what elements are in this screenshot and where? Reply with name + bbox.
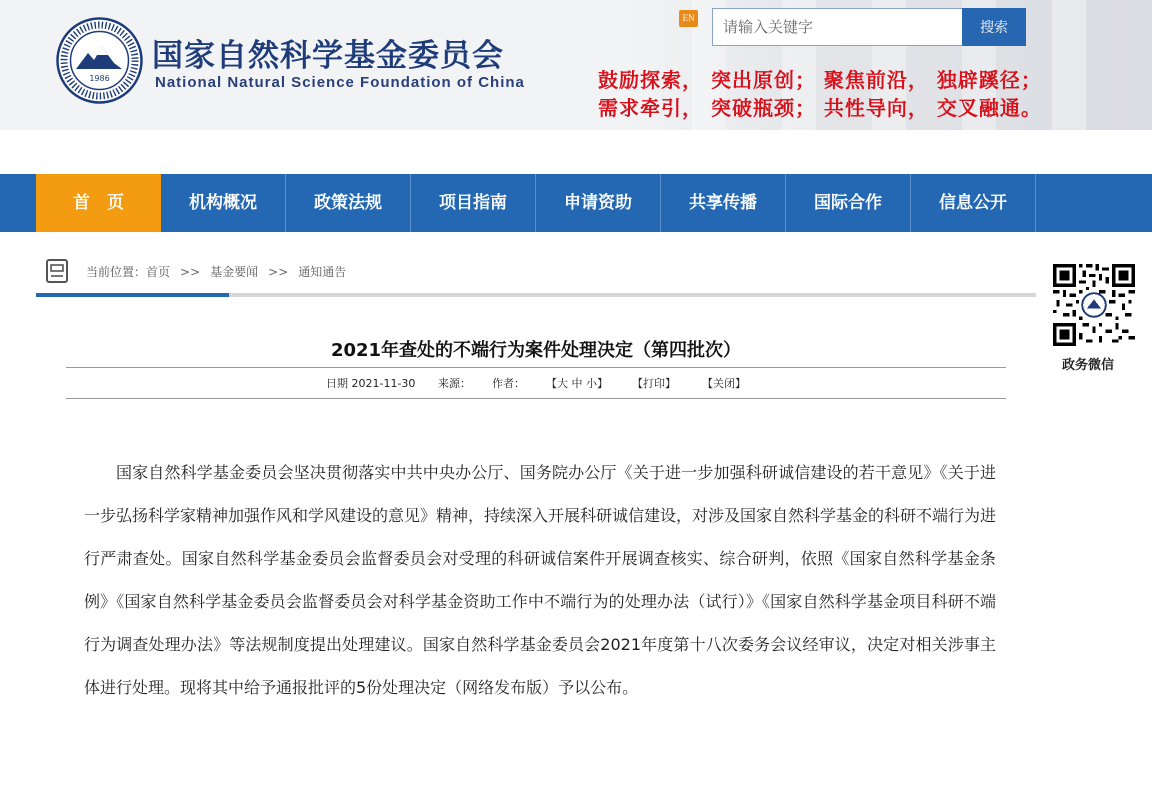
breadcrumb-separator: >> — [180, 265, 201, 279]
wechat-qr-code — [1053, 264, 1135, 346]
nav-item-international[interactable]: 国际合作 — [786, 174, 911, 232]
breadcrumb-prefix: 当前位置： — [86, 265, 147, 279]
search-button[interactable]: 搜索 — [962, 8, 1026, 46]
breadcrumb-divider — [36, 293, 1036, 297]
nav-item-policy[interactable]: 政策法规 — [286, 174, 411, 232]
breadcrumb-separator: >> — [268, 265, 289, 279]
slogan-line-2: 需求牵引， 突破瓶颈； 共性导向， 交叉融通。 — [598, 96, 1042, 120]
nav-item-guide[interactable]: 项目指南 — [411, 174, 536, 232]
site-header — [0, 0, 1152, 130]
english-version-link[interactable]: EN — [679, 10, 698, 27]
nav-item-home[interactable]: 首 页 — [36, 174, 161, 232]
meta-divider — [66, 398, 1006, 399]
nav-item-apply[interactable]: 申请资助 — [536, 174, 661, 232]
breadcrumb-fund-news[interactable]: 基金要闻 — [210, 265, 259, 279]
svg-text:1986: 1986 — [89, 74, 110, 83]
article-title: 2021年查处的不端行为案件处理决定（第四批次） — [330, 340, 742, 361]
breadcrumb — [86, 263, 346, 280]
main-nav — [0, 174, 1152, 232]
title-divider — [66, 367, 1006, 368]
article-body: 国家自然科学基金委员会坚决贯彻落实中共中央办公厅、国务院办公厅《关于进一步加强科研诚信建设的若干意见》《关于进一步弘扬科学家精神加强作风和学风建设的意见》精神，持续深入开展科研诚信建设，对涉及国家自然科学基金的科研不端行为进行严肃查处。国家自然科学基金委员会监督委员会对受理的科研诚信案件开展调查核实、综合研判，依照《国家自然科学基金条例》《国家自然科学基金委员会监督委员会对科学基金资助工作中不端行为的处理办法（试行）》《国家自然科学基金项目科研不端行为调查处理办法》等法规制度提出处理建议。国家自然科学基金委员会2021年度第十八次委务会议经审议，决定对相关涉事主体进行处理。现将其中给予通报批评的5份处理决定（网络发布版）予以公布。 — [84, 463, 997, 697]
article-date: 日期 2021-11-30 — [326, 377, 416, 390]
nav-item-share[interactable]: 共享传播 — [661, 174, 786, 232]
slogan-line-1: 鼓励探索， 突出原创； 聚焦前沿， 独辟蹊径； — [598, 68, 1042, 92]
print-link[interactable]: 【打印】 — [632, 377, 676, 390]
article-author: 作者： — [492, 377, 525, 390]
article-source: 来源： — [438, 377, 471, 390]
nav-item-disclosure[interactable]: 信息公开 — [911, 174, 1036, 232]
qr-label: 政务微信 — [1062, 358, 1115, 373]
font-size-controls[interactable]: 【大 中 小】 — [546, 377, 608, 390]
breadcrumb-home[interactable]: 首页 — [146, 265, 171, 279]
nsfc-emblem-logo[interactable] — [56, 17, 143, 104]
close-link[interactable]: 【关闭】 — [702, 377, 746, 390]
search-input[interactable] — [712, 8, 964, 46]
org-name-en[interactable]: National Natural Science Foundation of China — [155, 74, 525, 91]
org-name-cn[interactable]: 国家自然科学基金委员会 — [152, 38, 504, 74]
nav-item-about[interactable]: 机构概况 — [161, 174, 286, 232]
location-book-icon — [44, 257, 70, 285]
breadcrumb-notices[interactable]: 通知通告 — [298, 265, 347, 279]
